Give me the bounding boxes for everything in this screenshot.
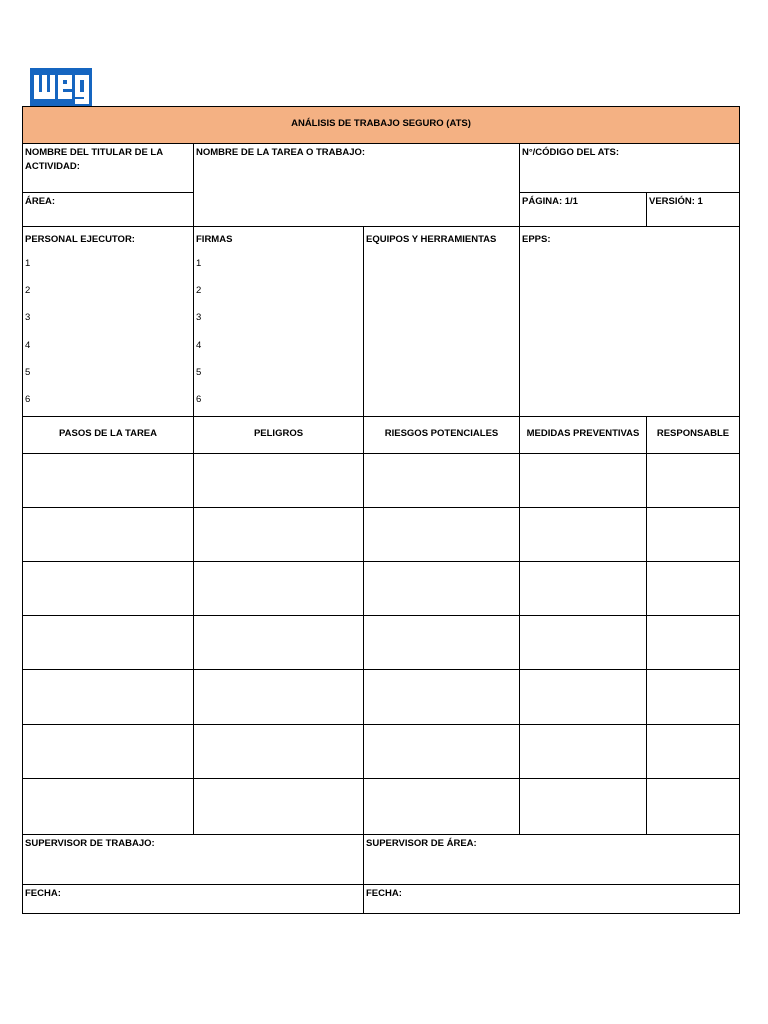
cell-medidas[interactable] [519,615,647,670]
personal-number: 2 [25,285,31,297]
firma-number: 4 [196,339,202,351]
titular-field[interactable] [22,143,194,193]
cell-peligros[interactable] [193,669,364,725]
pagina-label: PÁGINA: 1/1 [522,196,578,207]
form-title: ANÁLISIS DE TRABAJO SEGURO (ATS) [22,106,740,144]
codigo-field[interactable] [519,143,740,193]
cell-peligros[interactable] [193,778,364,835]
version-field [646,192,740,227]
weg-logo [30,68,92,106]
cell-pasos[interactable] [22,669,194,725]
area-field[interactable] [22,192,194,227]
tarea-field[interactable] [193,143,520,227]
cell-peligros[interactable] [193,507,364,562]
cell-medidas[interactable] [519,724,647,779]
equipos-label: EQUIPOS Y HERRAMIENTAS [366,234,497,245]
cell-responsable[interactable] [646,507,740,562]
fecha-trabajo-label: FECHA: [25,888,61,899]
fecha-area-field[interactable] [363,884,740,914]
cell-medidas[interactable] [519,507,647,562]
fecha-area-label: FECHA: [366,888,402,899]
cell-peligros[interactable] [193,453,364,508]
cell-pasos[interactable] [22,561,194,616]
cell-medidas[interactable] [519,778,647,835]
personal-number: 6 [25,393,31,405]
cell-responsable[interactable] [646,778,740,835]
cell-medidas[interactable] [519,561,647,616]
codigo-label: N°/CÓDIGO DEL ATS: [522,147,620,158]
epps-field[interactable] [519,226,740,417]
cell-riesgos[interactable] [363,724,520,779]
equipos-field[interactable] [363,226,520,417]
area-label: ÁREA: [25,196,56,207]
tarea-label: NOMBRE DE LA TAREA O TRABAJO: [196,147,366,158]
cell-responsable[interactable] [646,561,740,616]
cell-peligros[interactable] [193,561,364,616]
cell-pasos[interactable] [22,615,194,670]
cell-riesgos[interactable] [363,615,520,670]
cell-riesgos[interactable] [363,561,520,616]
cell-pasos[interactable] [22,507,194,562]
cell-responsable[interactable] [646,669,740,725]
firmas-number-list [196,257,201,417]
firma-number: 6 [196,393,202,405]
cell-pasos[interactable] [22,778,194,835]
pagina-field [519,192,647,227]
personal-ejecutor-field[interactable] [22,226,194,417]
titular-label: NOMBRE DEL TITULAR DE LA ACTIVIDAD: [25,147,163,172]
header-medidas: MEDIDAS PREVENTIVAS [519,416,647,454]
cell-medidas[interactable] [519,669,647,725]
firma-number: 5 [196,366,202,378]
personal-number-list [25,257,30,417]
firmas-field[interactable] [193,226,364,417]
personal-number: 5 [25,366,31,378]
header-riesgos: RIESGOS POTENCIALES [363,416,520,454]
cell-riesgos[interactable] [363,778,520,835]
epps-label: EPPS: [522,234,551,245]
supervisor-trabajo-field[interactable] [22,834,364,885]
header-responsable: RESPONSABLE [646,416,740,454]
personal-number: 1 [25,258,31,269]
fecha-trabajo-field[interactable] [22,884,364,914]
header-peligros: PELIGROS [193,416,364,454]
weg-logo-icon [30,68,92,106]
firma-number: 1 [196,258,202,269]
firma-number: 2 [196,285,202,297]
version-label: VERSIÓN: 1 [649,196,703,207]
cell-responsable[interactable] [646,615,740,670]
personal-label: PERSONAL EJECUTOR: [25,234,135,245]
cell-riesgos[interactable] [363,453,520,508]
cell-pasos[interactable] [22,724,194,779]
personal-number: 3 [25,312,31,324]
cell-responsable[interactable] [646,724,740,779]
ats-form [22,106,740,914]
cell-riesgos[interactable] [363,669,520,725]
supervisor-area-label: SUPERVISOR DE ÁREA: [366,838,477,849]
header-pasos: PASOS DE LA TAREA [22,416,194,454]
personal-number: 4 [25,339,31,351]
cell-riesgos[interactable] [363,507,520,562]
cell-medidas[interactable] [519,453,647,508]
supervisor-trabajo-label: SUPERVISOR DE TRABAJO: [25,838,155,849]
cell-peligros[interactable] [193,724,364,779]
cell-peligros[interactable] [193,615,364,670]
supervisor-area-field[interactable] [363,834,740,885]
firmas-label: FIRMAS [196,234,233,245]
cell-pasos[interactable] [22,453,194,508]
firma-number: 3 [196,312,202,324]
cell-responsable[interactable] [646,453,740,508]
